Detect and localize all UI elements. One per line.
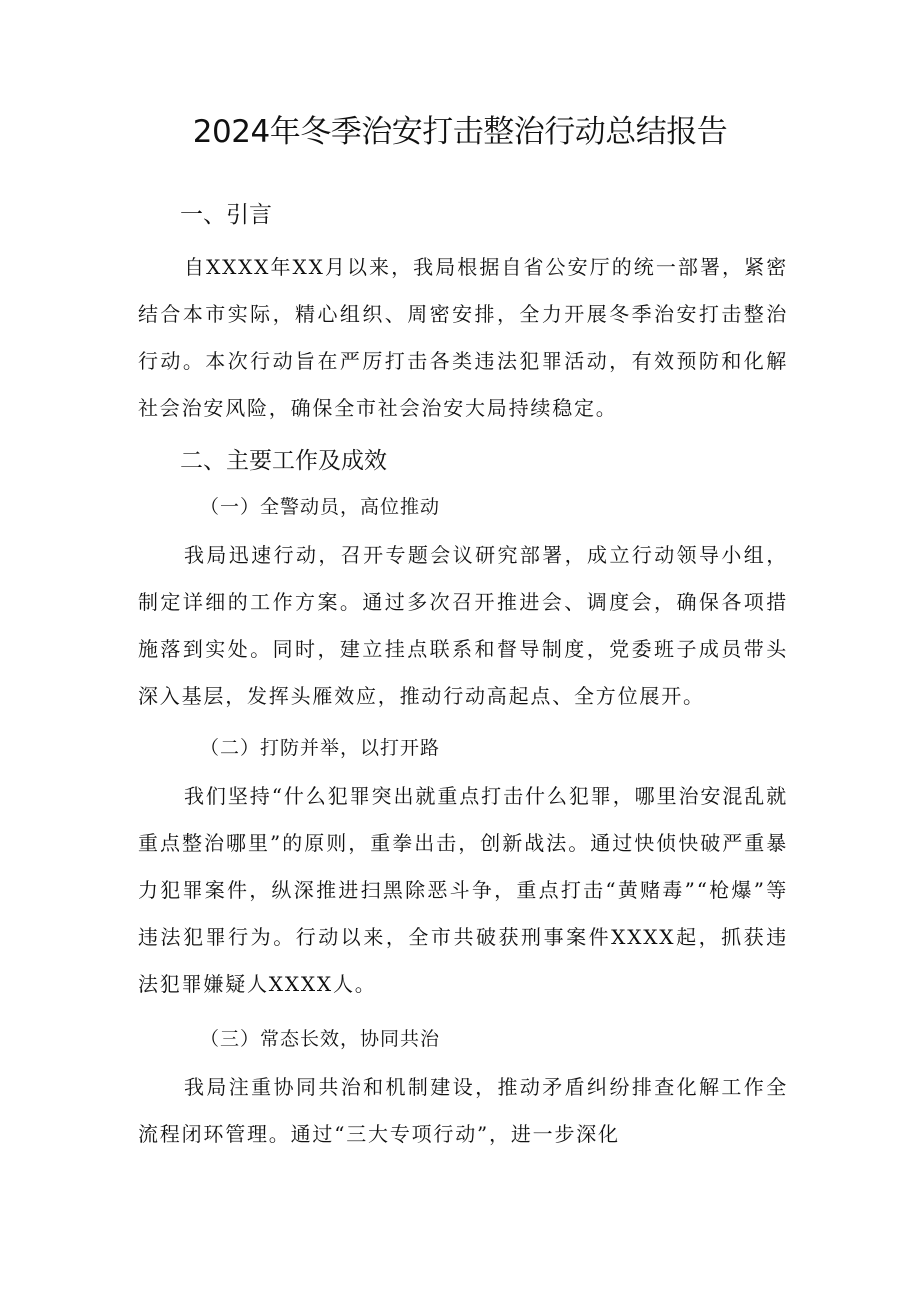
section-heading-main-work: 二、主要工作及成效 [180,448,387,474]
document-title: 2024年冬季治安打击整治行动总结报告 [192,114,728,150]
subsection-paragraph-2: 我们坚持“什么犯罪突出就重点打击什么犯罪，哪里治安混乱就重点整治哪里”的原则，重拳出击，创新战法。通过快侦快破严重暴力犯罪案件，纵深推进扫黑除恶斗争，重点打击“黄赌毒”“枪爆”等违法犯罪行为。行动以来，全市共破获刑事案件XXXX起，抓获违法犯罪嫌疑人XXXX人。 [138,784,788,996]
subsection-paragraph-1: 我局迅速行动，召开专题会议研究部署，成立行动领导小组，制定详细的工作方案。通过多次召开推进会、调度会，确保各项措施落到实处。同时，建立挂点联系和督导制度，党委班子成员带头深入基层，发挥头雁效应，推动行动高起点、全方位展开。 [138,543,788,708]
introduction-paragraph: 自XXXX年XX月以来，我局根据自省公安厅的统一部署，紧密结合本市实际，精心组织、周密安排，全力开展冬季治安打击整治行动。本次行动旨在严厉打击各类违法犯罪活动，有效预防和化解社会治安风险，确保全市社会治安大局持续稳定。 [138,255,788,420]
subsection-paragraph-3: 我局注重协同共治和机制建设，推动矛盾纠纷排查化解工作全流程闭环管理。通过“三大专项行动”，进一步深化 [138,1075,788,1146]
subsection-heading-3: （三）常态长效，协同共治 [200,1028,441,1050]
subsection-heading-1: （一）全警动员，高位推动 [200,496,441,518]
subsection-heading-2: （二）打防并举，以打开路 [200,737,441,759]
section-heading-introduction: 一、引言 [180,202,272,228]
